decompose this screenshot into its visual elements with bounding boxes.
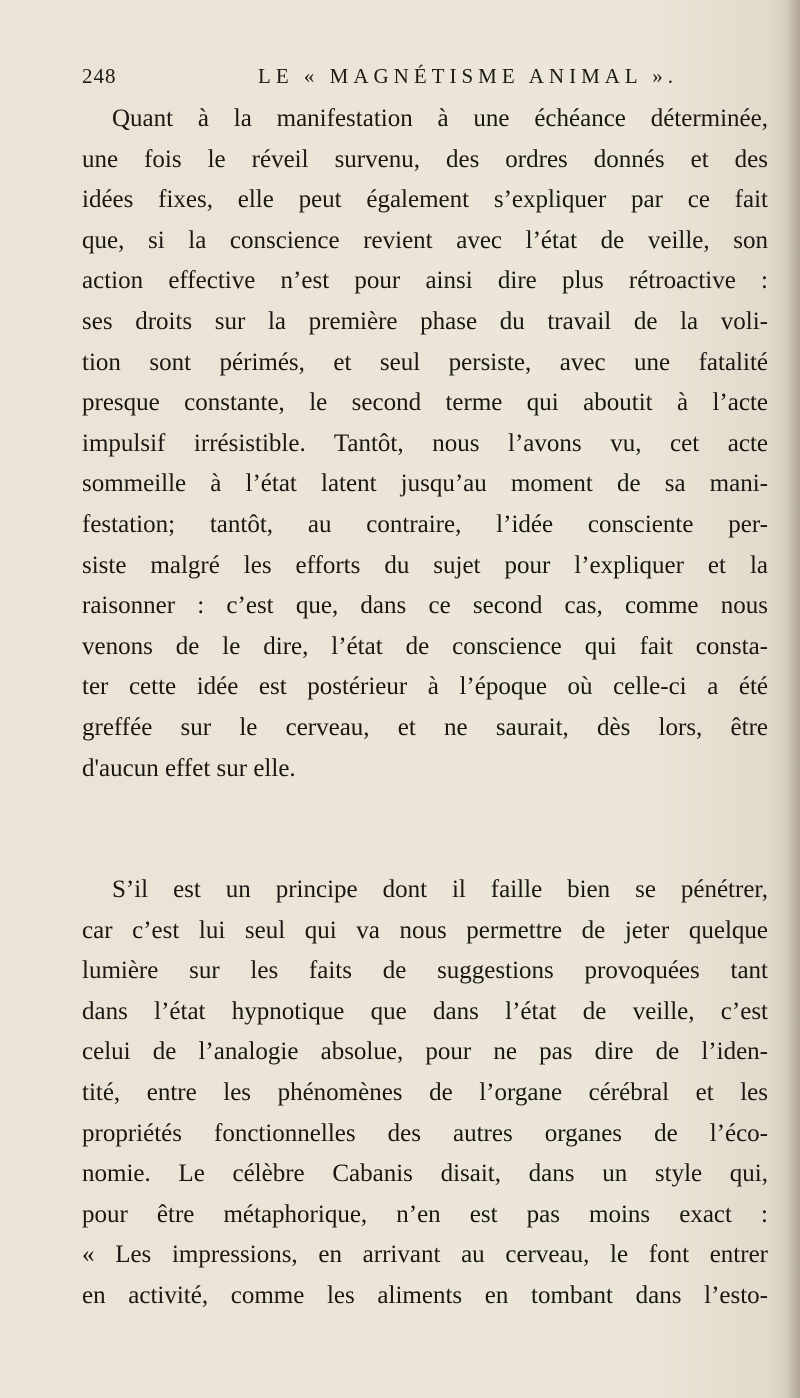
text-line: greffée sur le cerveau, et ne saurait, dès lors, être xyxy=(82,713,768,741)
text-line: nomie. Le célèbre Cabanis disait, dans un style qui, xyxy=(82,1160,768,1188)
page-edge-shadow xyxy=(786,0,800,1398)
text-line: ses droits sur la première phase du travail de la voli- xyxy=(82,307,768,335)
text-line: Quant à la manifestation à une échéance déterminée, xyxy=(112,105,768,132)
text-line: venons de le dire, l’état de conscience qui fait consta- xyxy=(82,632,768,660)
text-line: festation; tantôt, au contraire, l’idée consciente per- xyxy=(82,510,768,538)
text-line: sommeille à l’état latent jusqu’au moment de sa mani- xyxy=(82,470,768,498)
text-line: celui de l’analogie absolue, pour ne pas dire de l’iden- xyxy=(82,1038,768,1066)
text-line: une fois le réveil survenu, des ordres donnés et des xyxy=(82,145,768,173)
text-line: impulsif irrésistible. Tantôt, nous l’avons vu, cet acte xyxy=(82,429,768,457)
text-line: d'aucun effet sur elle. xyxy=(82,754,296,782)
text-line: pour être métaphorique, n’en est pas moins exact : xyxy=(82,1200,768,1228)
text-line: action effective n’est pour ainsi dire plus rétroactive : xyxy=(82,267,768,295)
text-line: raisonner : c’est que, dans ce second cas, comme nous xyxy=(82,592,768,620)
text-line: lumière sur les faits de suggestions provoquées tant xyxy=(82,957,768,985)
text-line: propriétés fonctionnelles des autres organes de l’éco- xyxy=(82,1119,768,1147)
text-line: ter cette idée est postérieur à l’époque où celle-ci a été xyxy=(82,673,768,701)
text-line: en activité, comme les aliments en tombant dans l’esto- xyxy=(82,1282,768,1310)
text-line: tité, entre les phénomènes de l’organe cérébral et les xyxy=(82,1079,768,1107)
running-head xyxy=(0,64,800,94)
text-line: « Les impressions, en arrivant au cerveau, le font entrer xyxy=(82,1241,768,1269)
text-line: S’il est un principe dont il faille bien se pénétrer, xyxy=(112,876,768,904)
text-line: presque constante, le second terme qui aboutit à l’acte xyxy=(82,389,768,417)
text-line: que, si la conscience revient avec l’état de veille, son xyxy=(82,226,768,254)
text-line: car c’est lui seul qui va nous permettre de jeter quelque xyxy=(82,916,768,944)
text-line: siste malgré les efforts du sujet pour l’expliquer et la xyxy=(82,551,768,579)
text-line: dans l’état hypnotique que dans l’état de veille, c’est xyxy=(82,997,768,1025)
body-text xyxy=(82,99,768,1317)
text-line: idées fixes, elle peut également s’expliquer par ce fait xyxy=(82,186,768,214)
page-number: 248 xyxy=(82,64,117,88)
running-title: LE « MAGNÉTISME ANIMAL ». xyxy=(258,64,678,88)
paragraph-gap xyxy=(82,789,768,870)
text-line: tion sont périmés, et seul persiste, avec une fatalité xyxy=(82,348,768,376)
